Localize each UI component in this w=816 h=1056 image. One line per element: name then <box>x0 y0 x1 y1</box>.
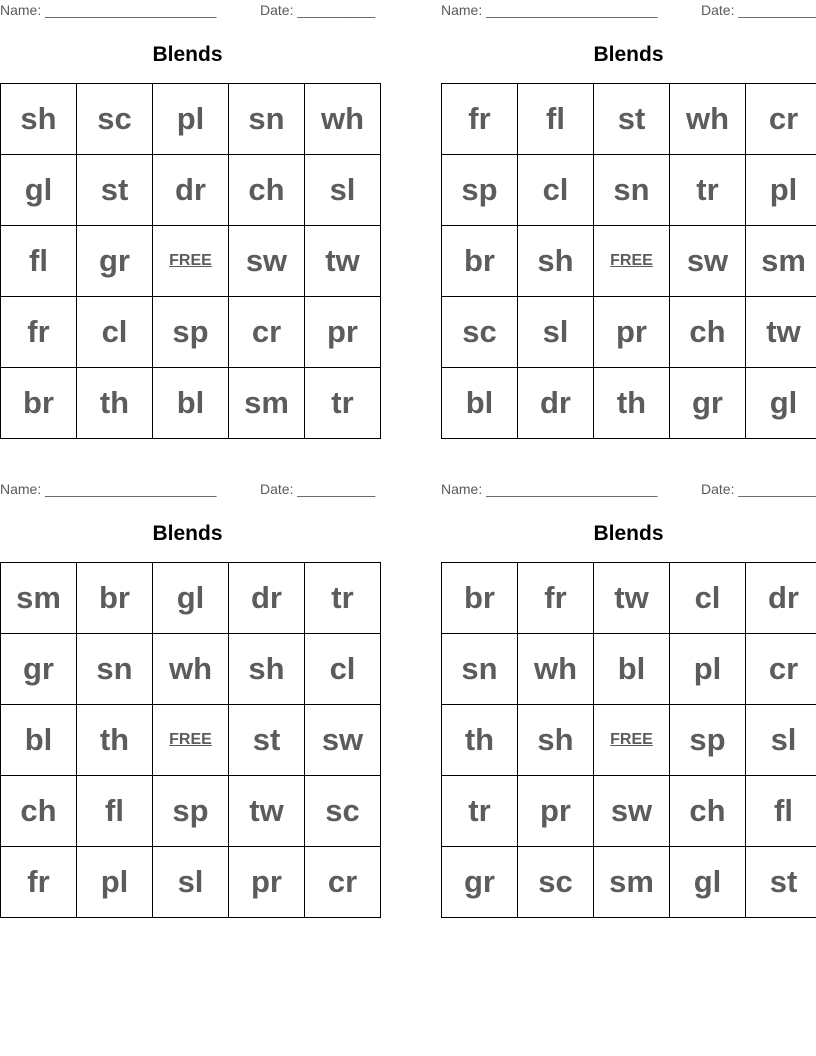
grid-cell: cr <box>746 84 816 155</box>
grid-row <box>1 297 381 368</box>
grid-cell: tw <box>746 297 816 368</box>
grid-cell: sm <box>1 563 77 634</box>
bingo-card <box>0 479 375 912</box>
grid-cell: dr <box>746 563 816 634</box>
grid-cell: dr <box>153 155 229 226</box>
grid-cell: sp <box>670 705 746 776</box>
grid-cell: sc <box>305 776 381 847</box>
grid-cell: sl <box>153 847 229 918</box>
bingo-grid <box>441 83 816 439</box>
grid-row <box>442 776 816 847</box>
date-field: Date: __________ <box>701 481 816 497</box>
grid-cell: pl <box>670 634 746 705</box>
grid-cell: st <box>594 84 670 155</box>
grid-cell: br <box>1 368 77 439</box>
grid-cell: sm <box>746 226 816 297</box>
grid-cell: cr <box>305 847 381 918</box>
grid-cell: tr <box>670 155 746 226</box>
grid-cell: sc <box>77 84 153 155</box>
grid-cell: sh <box>518 705 594 776</box>
grid-cell: gr <box>670 368 746 439</box>
grid-cell: br <box>442 563 518 634</box>
grid-cell: cr <box>229 297 305 368</box>
grid-cell: pr <box>229 847 305 918</box>
grid-cell: gl <box>746 368 816 439</box>
grid-cell: bl <box>594 634 670 705</box>
grid-cell: sh <box>229 634 305 705</box>
grid-row <box>1 634 381 705</box>
grid-row <box>442 368 816 439</box>
grid-cell: gl <box>1 155 77 226</box>
name-field: Name: ______________________ <box>441 481 658 497</box>
free-space-cell: FREE <box>594 705 670 776</box>
grid-cell: tw <box>594 563 670 634</box>
name-field: Name: ______________________ <box>441 2 658 18</box>
grid-row <box>442 705 816 776</box>
grid-cell: cl <box>77 297 153 368</box>
grid-cell: sn <box>229 84 305 155</box>
grid-cell: fr <box>1 847 77 918</box>
grid-row <box>1 776 381 847</box>
bingo-grid <box>441 562 816 918</box>
grid-cell: cl <box>670 563 746 634</box>
date-field: Date: __________ <box>701 2 816 18</box>
card-title: Blends <box>152 522 223 545</box>
grid-cell: sp <box>153 776 229 847</box>
grid-cell: wh <box>153 634 229 705</box>
grid-cell: cl <box>305 634 381 705</box>
grid-cell: ch <box>229 155 305 226</box>
grid-cell: pl <box>746 155 816 226</box>
bingo-card <box>441 479 816 912</box>
grid-cell: sl <box>305 155 381 226</box>
grid-cell: cl <box>518 155 594 226</box>
free-space-cell: FREE <box>594 226 670 297</box>
grid-cell: sl <box>518 297 594 368</box>
grid-cell: bl <box>1 705 77 776</box>
name-field: Name: ______________________ <box>0 2 217 18</box>
card-title: Blends <box>593 43 664 66</box>
card-title: Blends <box>593 522 664 545</box>
grid-cell: dr <box>229 563 305 634</box>
grid-cell: sw <box>670 226 746 297</box>
grid-row <box>1 563 381 634</box>
grid-cell: pl <box>77 847 153 918</box>
grid-cell: gl <box>670 847 746 918</box>
grid-row <box>442 847 816 918</box>
grid-cell: tw <box>305 226 381 297</box>
grid-row <box>442 297 816 368</box>
grid-cell: tr <box>305 563 381 634</box>
grid-cell: br <box>77 563 153 634</box>
name-field: Name: ______________________ <box>0 481 217 497</box>
grid-row <box>1 155 381 226</box>
grid-cell: sp <box>153 297 229 368</box>
grid-cell: th <box>77 705 153 776</box>
grid-cell: st <box>77 155 153 226</box>
grid-cell: sn <box>442 634 518 705</box>
grid-cell: sn <box>594 155 670 226</box>
grid-cell: wh <box>305 84 381 155</box>
grid-cell: pr <box>518 776 594 847</box>
grid-cell: fl <box>746 776 816 847</box>
grid-cell: fr <box>518 563 594 634</box>
bingo-card <box>441 0 816 433</box>
grid-cell: st <box>746 847 816 918</box>
grid-cell: sw <box>229 226 305 297</box>
card-header <box>441 2 816 18</box>
grid-cell: fl <box>77 776 153 847</box>
card-header <box>0 481 375 497</box>
grid-cell: tw <box>229 776 305 847</box>
grid-cell: fl <box>518 84 594 155</box>
grid-cell: fl <box>1 226 77 297</box>
grid-cell: sw <box>594 776 670 847</box>
grid-row <box>1 84 381 155</box>
date-field: Date: __________ <box>260 2 376 18</box>
grid-cell: gr <box>77 226 153 297</box>
grid-row <box>442 563 816 634</box>
card-title: Blends <box>152 43 223 66</box>
grid-cell: fr <box>1 297 77 368</box>
grid-cell: sw <box>305 705 381 776</box>
grid-cell: pr <box>594 297 670 368</box>
grid-cell: sc <box>442 297 518 368</box>
grid-cell: sl <box>746 705 816 776</box>
grid-cell: pl <box>153 84 229 155</box>
grid-cell: br <box>442 226 518 297</box>
bingo-grid <box>0 83 381 439</box>
free-space-cell: FREE <box>153 226 229 297</box>
date-field: Date: __________ <box>260 481 376 497</box>
grid-cell: cr <box>746 634 816 705</box>
grid-cell: sc <box>518 847 594 918</box>
grid-cell: th <box>442 705 518 776</box>
grid-cell: ch <box>670 776 746 847</box>
grid-cell: sp <box>442 155 518 226</box>
grid-cell: st <box>229 705 305 776</box>
grid-cell: ch <box>670 297 746 368</box>
grid-cell: gr <box>442 847 518 918</box>
free-space-cell: FREE <box>153 705 229 776</box>
grid-row <box>1 847 381 918</box>
grid-cell: th <box>77 368 153 439</box>
grid-cell: wh <box>518 634 594 705</box>
grid-row <box>1 368 381 439</box>
grid-cell: bl <box>153 368 229 439</box>
grid-row <box>1 226 381 297</box>
grid-cell: th <box>594 368 670 439</box>
card-header <box>441 481 816 497</box>
grid-cell: gr <box>1 634 77 705</box>
grid-cell: sm <box>229 368 305 439</box>
grid-row <box>1 705 381 776</box>
grid-cell: tr <box>442 776 518 847</box>
grid-cell: sh <box>1 84 77 155</box>
grid-cell: tr <box>305 368 381 439</box>
grid-cell: bl <box>442 368 518 439</box>
grid-row <box>442 634 816 705</box>
grid-cell: dr <box>518 368 594 439</box>
card-header <box>0 2 375 18</box>
grid-cell: sm <box>594 847 670 918</box>
bingo-grid <box>0 562 381 918</box>
grid-row <box>442 84 816 155</box>
grid-cell: gl <box>153 563 229 634</box>
grid-row <box>442 155 816 226</box>
grid-cell: sn <box>77 634 153 705</box>
grid-cell: fr <box>442 84 518 155</box>
grid-cell: ch <box>1 776 77 847</box>
grid-cell: pr <box>305 297 381 368</box>
grid-cell: wh <box>670 84 746 155</box>
grid-row <box>442 226 816 297</box>
bingo-card <box>0 0 375 433</box>
grid-cell: sh <box>518 226 594 297</box>
